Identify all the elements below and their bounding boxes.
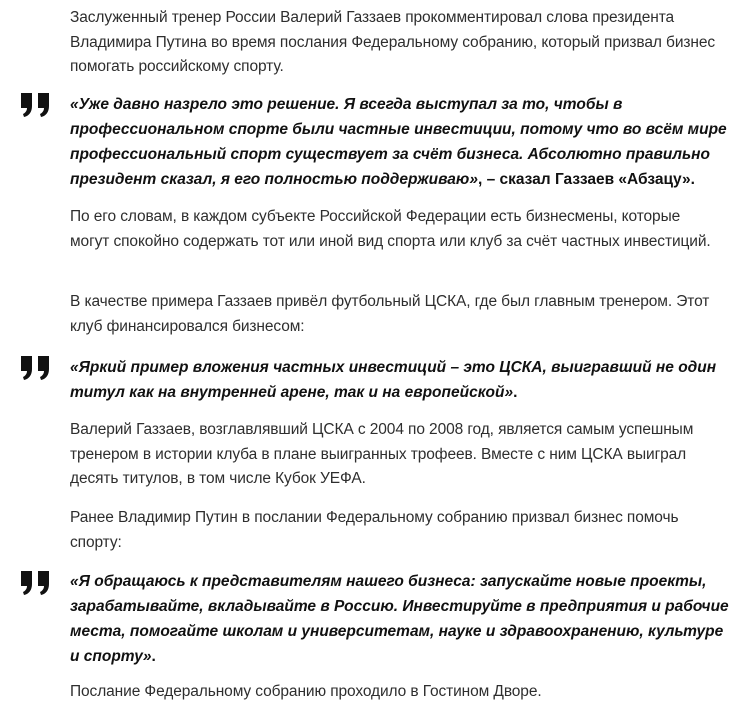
quote-attribution: . <box>151 648 156 665</box>
paragraph: Послание Федеральному собранию проходило в Гостином Дворе. <box>70 683 542 700</box>
paragraph: Заслуженный тренер России Валерий Газзаев прокомментировал слова президента Владимира Путина во время послания Федеральному собранию, который призвал бизнес помогать российскому спорту. <box>70 9 716 75</box>
quote-icon <box>20 355 52 381</box>
quote-block <box>70 355 730 405</box>
paragraph: В качестве примера Газзаев привёл футбольный ЦСКА, где был главным тренером. Этот клуб финансировался бизнесом: <box>70 293 710 335</box>
paragraph: По его словам, в каждом субъекте Российской Федерации есть бизнесмены, которые могут спокойно содержать тот или иной вид спорта или клуб за счёт частных инвестиций. <box>70 208 711 250</box>
quote-text: «Уже давно назрело это решение. Я всегда выступал за то, чтобы в профессиональном спорте были частные инвестиции, потому что во всём мире профессиональный спорт существует за счёт бизнеса. Абсолютно правильно президент сказал, я его полностью поддерживаю» <box>70 96 727 188</box>
quote-text: «Я обращаюсь к представителям нашего бизнеса: запускайте новые проекты, зарабатывайте, вкладывайте в Россию. Инвестируйте в предприятия и рабочие места, помогайте школам и университетам, науке и здравоохранению, культуре и спорту» <box>70 573 729 665</box>
paragraph: Ранее Владимир Путин в послании Федеральному собранию призвал бизнес помочь спорту: <box>70 509 679 551</box>
quote-icon <box>20 570 52 596</box>
quote-icon <box>20 92 52 118</box>
quote-block <box>70 92 730 192</box>
quote-block <box>70 569 730 669</box>
quote-attribution: , – сказал Газзаев «Абзацу». <box>477 171 695 188</box>
paragraph: Валерий Газзаев, возглавлявший ЦСКА с 2004 по 2008 год, является самым успешным тренером в истории клуба в плане выигранных трофеев. Вместе с ним ЦСКА выиграл десять титулов, в том числе Кубок УЕФА. <box>70 421 694 487</box>
quote-text: «Яркий пример вложения частных инвестиций – это ЦСКА, выигравший не один титул как на внутренней арене, так и на европейской» <box>70 359 717 401</box>
quote-attribution: . <box>513 384 518 401</box>
